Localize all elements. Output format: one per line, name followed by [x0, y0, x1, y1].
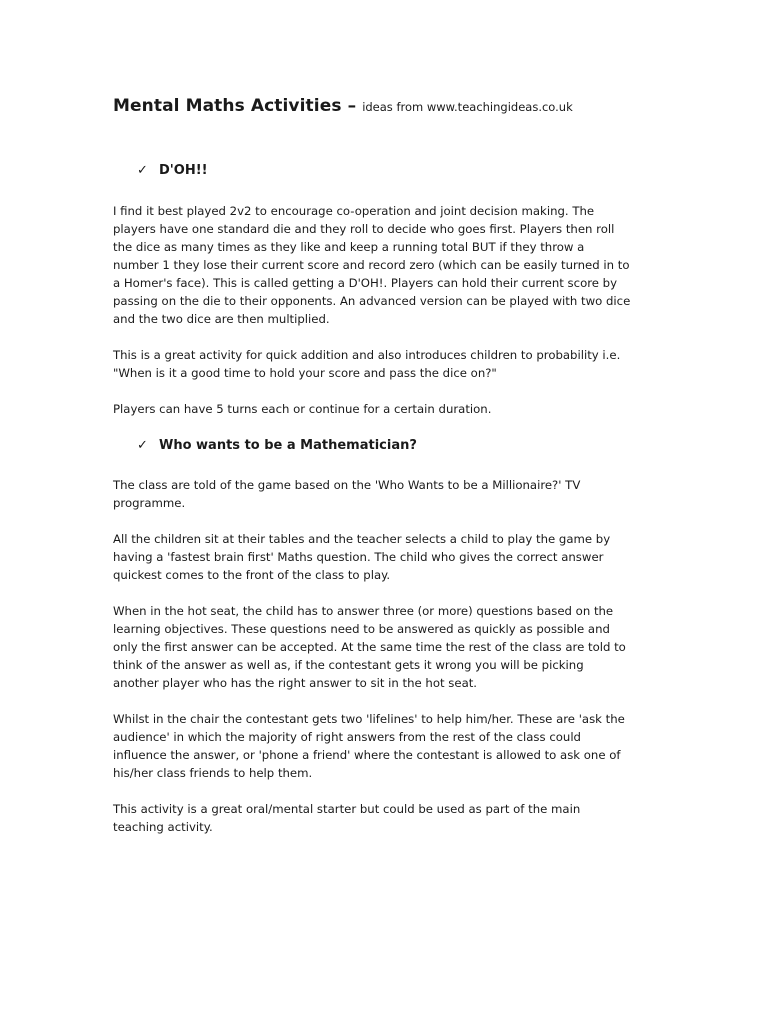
paragraph: The class are told of the game based on the 'Who Wants to be a Millionaire?' TV programme. [113, 478, 581, 510]
document-subtitle: ideas from www.teachingideas.co.uk [362, 100, 573, 114]
section-heading-text: D'OH!! [159, 163, 208, 178]
paragraph: When in the hot seat, the child has to answer three (or more) questions based on the learning objectives. These questions need to be answered as quickly as possible and only the first answer can be accepted. At the same time the rest of the class are told to think of the answer as well as, if the contestant gets it wrong you will be picking another player who has the right answer to sit in the hot seat. [113, 604, 626, 690]
paragraph: Whilst in the chair the contestant gets two 'lifelines' to help him/her. These are 'ask the audience' in which the majority of right answers from the rest of the class could influence the answer, or 'phone a friend' where the contestant is allowed to ask one of his/her class friends to help them. [113, 712, 625, 780]
title-separator: – [341, 96, 363, 116]
paragraph: This activity is a great oral/mental starter but could be used as part of the main teaching activity. [113, 802, 581, 834]
section-heading-mathematician [137, 438, 417, 453]
paragraph: Players can have 5 turns each or continue for a certain duration. [113, 402, 492, 416]
document-title-line [113, 96, 573, 116]
checkmark-icon: ✓ [137, 438, 148, 453]
section-heading-text: Who wants to be a Mathematician? [159, 438, 417, 453]
checkmark-icon: ✓ [137, 163, 148, 178]
section-heading-doh [137, 163, 208, 178]
document-title: Mental Maths Activities [113, 96, 342, 116]
paragraph: This is a great activity for quick addition and also introduces children to probability i.e. "When is it a good time to hold your score and pass the dice on?" [113, 348, 621, 380]
paragraph: I find it best played 2v2 to encourage co-operation and joint decision making. The players have one standard die and they roll to decide who goes first. Players then roll the dice as many times as they like and keep a running total BUT if they throw a number 1 they lose their current score and record zero (which can be easily turned in to a Homer's face). This is called getting a D'OH!. Players can hold their current score by passing on the die to their opponents. An advanced version can be played with two dice and the two dice are then multiplied. [113, 204, 631, 326]
paragraph: All the children sit at their tables and the teacher selects a child to play the game by having a 'fastest brain first' Maths question. The child who gives the correct answer quickest comes to the front of the class to play. [113, 532, 611, 582]
